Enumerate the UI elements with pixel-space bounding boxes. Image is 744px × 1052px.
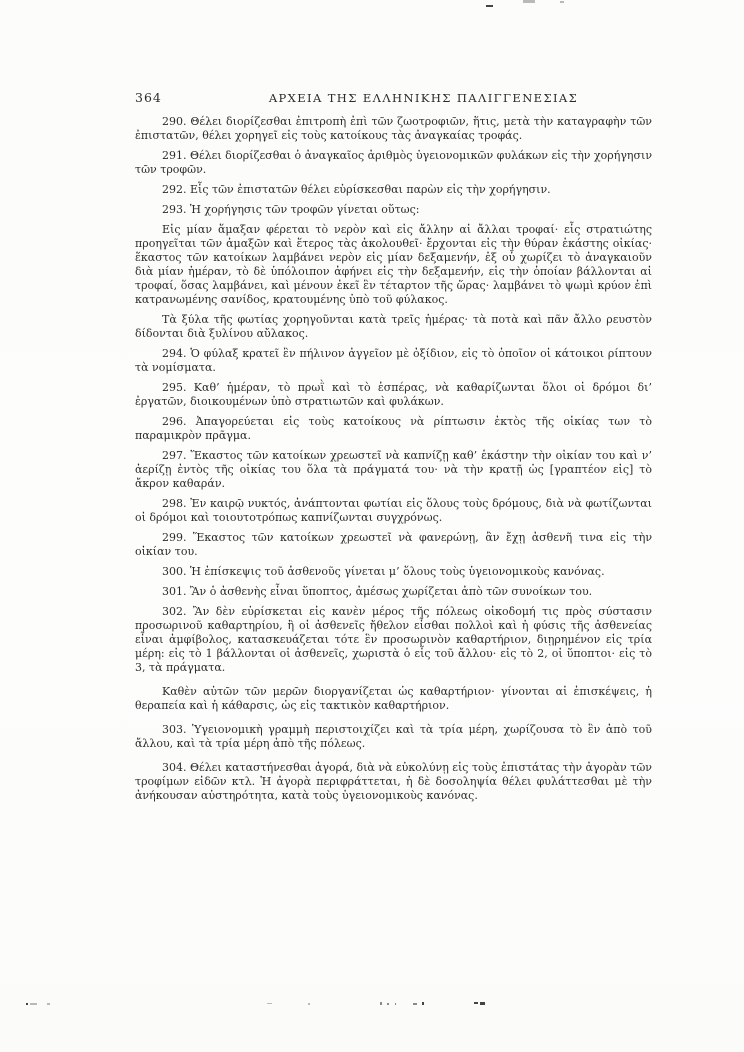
paragraph-299: 299. Ἕκαστος τῶν κατοίκων χρεωστεῖ νὰ φανερώνῃ, ἂν ἔχῃ ἀσθενῆ τινα εἰς τὴν οἰκίαν του.	[135, 531, 652, 558]
paragraph-296: 296. Ἀπαγορεύεται εἰς τοὺς κατοίκους νὰ ρίπτωσιν ἐκτὸς τῆς οἰκίας των τὸ παραμικρὸν πρᾶγμα.	[135, 415, 652, 442]
scan-artifact	[47, 1003, 50, 1005]
paragraph-292: 292. Εἷς τῶν ἐπιστατῶν θέλει εὑρίσκεσθαι παρὼν εἰς τὴν χορήγησιν.	[162, 183, 551, 196]
paragraph-297: 297. Ἕκαστος τῶν κατοίκων χρεωστεῖ νὰ καπνίζῃ καθ’ ἑκάστην τὴν οἰκίαν του καὶ ν’ ἀερίζῃ ἐντὸς τῆς οἰκίας του ὅλα τὰ πράγματά του· νὰ τὴν κρατῇ ὡς [γραπτέον εἰς] τὸ ἄκρον καθαράν.	[135, 449, 652, 490]
paragraph-293-fuel-note: Τὰ ξύλα τῆς φωτίας χορηγοῦνται κατὰ τρεῖς ἡμέρας· τὰ ποτὰ καὶ πᾶν ἄλλο ρευστὸν δίδονται διὰ ξυλίνου αὔλακος.	[135, 313, 652, 340]
paragraph-quarantine-note: Καθὲν αὐτῶν τῶν μερῶν διοργανίζεται ὡς καθαρτήριον· γίνονται αἱ ἐπισκέψεις, ἡ θεραπεία καὶ ἡ κάθαρσις, ὡς εἰς τακτικὸν καθαρτήριον.	[135, 685, 652, 712]
paragraph-291: 291. Θέλει διορίζεσθαι ὁ ἀναγκαῖος ἀριθμὸς ὑγειονομικῶν φυλάκων εἰς τὴν χορήγησιν τῶν τροφῶν.	[135, 149, 653, 176]
paragraph-302: 302. Ἂν δὲν εὑρίσκεται εἰς κανὲν μέρος τῆς πόλεως οἰκοδομή τις πρὸς σύστασιν προσωρινοῦ καθαρτηρίου, ἢ οἱ ἀσθενεῖς ἤθελον εἶσθαι πολλοὶ καὶ ἡ φύσις τῆς ἀσθενείας εἶναι ἀμφίβολος, κατασκευάζεται τότε ἓν προσωρινὸν καθαρτήριον, διῃρημένον εἰς τρία μέρη: εἰς τὸ 1 βάλλονται οἱ ἀσθενεῖς, χωριστὰ ὁ εἷς τοῦ ἄλλου· εἰς τὸ 2, οἱ ὕποπτοι· εἰς τὸ 3, τὰ πράγματα.	[135, 605, 652, 674]
paragraph-301: 301. Ἂν ὁ ἀσθενὴς εἶναι ὕποπτος, ἀμέσως χωρίζεται ἀπὸ τῶν συνοίκων του.	[162, 585, 593, 598]
running-title: ΑΡΧΕΙΑ ΤΗΣ ΕΛΛΗΝΙΚΗΣ ΠΑΛΙΓΓΕΝΕΣΙΑΣ	[268, 91, 579, 105]
scan-artifact	[474, 1002, 478, 1004]
scan-artifact	[523, 0, 535, 3]
page-header	[135, 90, 652, 106]
paragraph-294: 294. Ὁ φύλαξ κρατεῖ ἓν πήλινον ἀγγεῖον μὲ ὀξίδιον, εἰς τὸ ὁποῖον οἱ κάτοικοι ρίπτουν τὰ νομίσματα.	[135, 347, 652, 374]
body-text	[135, 115, 652, 809]
scan-artifact	[387, 1003, 389, 1005]
paragraph-300: 300. Ἡ ἐπίσκεψις τοῦ ἀσθενοῦς γίνεται μ’ ὅλους τοὺς ὑγειονομικοὺς κανόνας.	[162, 565, 605, 578]
paragraph-293: 293. Ἡ χορήγησις τῶν τροφῶν γίνεται οὕτως:	[162, 203, 420, 216]
scan-artifact	[486, 5, 493, 7]
paragraph-295: 295. Καθ’ ἡμέραν, τὸ πρωῒ καὶ τὸ ἑσπέρας, νὰ καθαρίζωνται ὅλοι οἱ δρόμοι δι’ ἐργατῶν, διοικουμένων ὑπὸ στρατιωτῶν καὶ φυλάκων.	[135, 381, 652, 408]
paragraph-303: 303. Ὑγειονομικὴ γραμμὴ περιστοιχίζει καὶ τὰ τρία μέρη, χωρίζουσα τὸ ἓν ἀπὸ τοῦ ἄλλου, καὶ τὰ τρία μέρη ἀπὸ τῆς πόλεως.	[135, 723, 652, 750]
paragraph-290: 290. Θέλει διορίζεσθαι ἐπιτροπὴ ἐπὶ τῶν ζωοτροφιῶν, ἥτις, μετὰ τὴν καταγραφὴν τῶν ἐπιστατῶν, θέλει χορηγεῖ εἰς τοὺς κατοίκους τὰς ἀναγκαίας τροφάς.	[135, 115, 652, 142]
scan-artifact	[422, 1002, 424, 1005]
scan-artifact	[26, 1003, 28, 1005]
scan-artifact	[30, 1003, 37, 1005]
paragraph-304: 304. Θέλει καταστήνεσθαι ἀγορά, διὰ νὰ εὐκολύνῃ εἰς τοὺς ἐπιστάτας τὴν ἀγορὰν τῶν τροφίμων εἰδῶν κτλ. Ἡ ἀγορὰ περιφράττεται, ἡ δὲ δοσοληψία θέλει φυλάττεσθαι μὲ τὴν ἀνήκουσαν αὐστηρότητα, κατὰ τοὺς ὑγειονομικοὺς κανόνας.	[135, 761, 652, 802]
scan-artifact	[395, 1003, 396, 1005]
paragraph-298: 298. Ἐν καιρῷ νυκτός, ἀνάπτονται φωτίαι εἰς ὅλους τοὺς δρόμους, διὰ νὰ φωτίζωνται οἱ δρόμοι καὶ τοιουτοτρόπως καπνίζωνται συγχρόνως.	[135, 497, 652, 524]
scan-artifact	[380, 1002, 382, 1005]
scan-artifact	[308, 1003, 310, 1005]
scan-artifact	[413, 1003, 417, 1005]
scan-artifact	[480, 1002, 485, 1005]
page-number: 364	[135, 90, 162, 105]
paragraph-293-body: Εἰς μίαν ἅμαξαν φέρεται τὸ νερὸν καὶ εἰς ἄλλην αἱ ἄλλαι τροφαί· εἷς στρατιώτης προηγεῖται τῶν ἁμαξῶν καὶ ἕτερος τὰς ἀκολουθεῖ· ἔρχονται εἰς τὴν θύραν ἑκάστης οἰκίας· ἕκαστος τῶν κατοίκων λαμβάνει νερὸν εἰς μίαν δεξαμενήν, ἐξ οὗ χωρίζει τὸ ἀναγκαιοῦν διὰ μίαν ἡμέραν, τὸ δὲ ὑπόλοιπον ἀφήνει εἰς τὴν δεξαμενήν, εἰς τὴν ὁποίαν βάλλονται αἱ τροφαί, ὅσας λαμβάνει, καὶ μένουν ἐκεῖ ἓν τέταρτον τῆς ὥρας· λαμβάνει τὸ ψωμὶ κρύον ἐπὶ κατρανωμένης σανίδος, κρατουμένης ὑπὸ τοῦ φύλακος.	[135, 223, 652, 306]
scan-artifact	[267, 1003, 272, 1004]
scan-artifact	[560, 1, 564, 3]
